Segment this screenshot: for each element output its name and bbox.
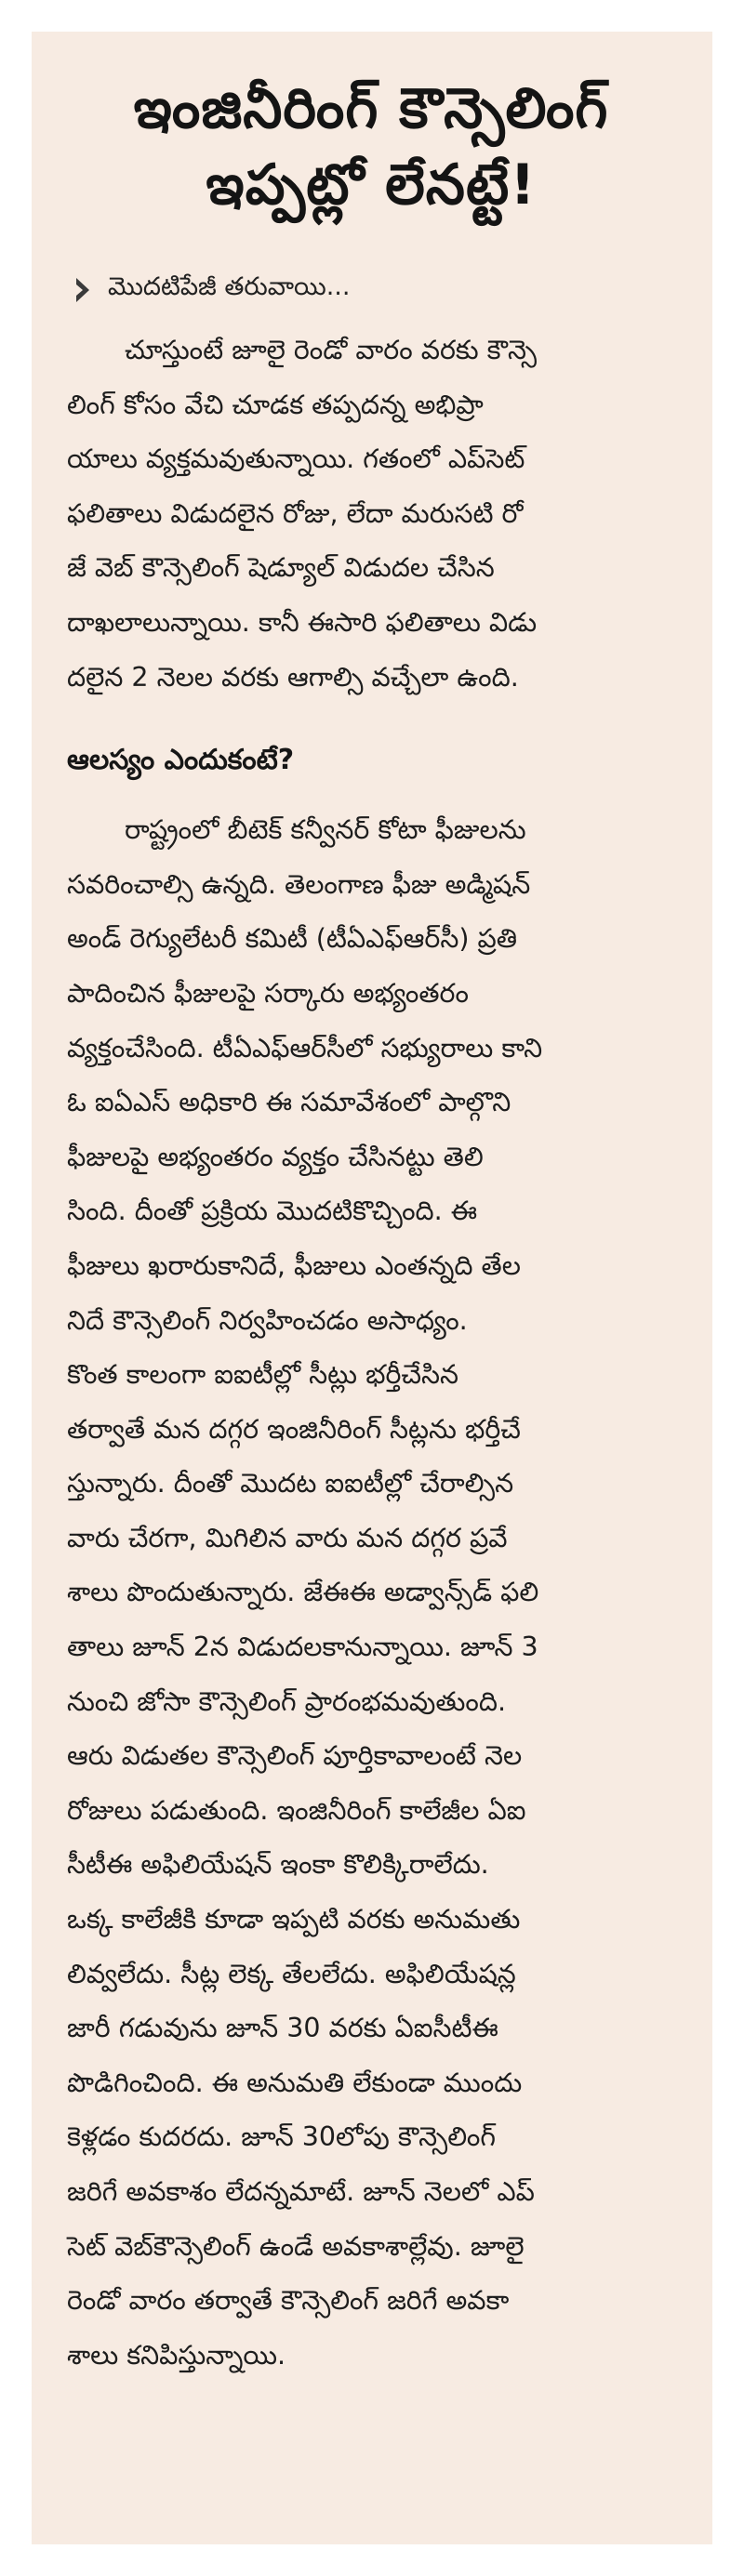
article-line: సెట్ వెబ్‌కౌన్సెలింగ్ ఉండే అవకాశాల్లేవు. జూలై [67,2230,525,2262]
article-line: ఫీజులు ఖరారుకానిదే, ఫీజులు ఎంతన్నది తేల [67,1249,521,1281]
newspaper-clipping [32,32,712,2544]
article-line: సవరించాల్సి ఉన్నది. తెలంగాణ ఫీజు అడ్మిషన్ [67,868,531,900]
article-line: నిదే కౌన్సెలింగ్ నిర్వహించడం అసాధ్యం. [67,1304,468,1336]
article-line: పొడిగించింది. ఈ అనుమతి లేకుండా ముందు [67,2067,523,2098]
article-line: శాలు కనిపిస్తున్నాయి. [67,2339,286,2371]
article-line: సీటీఈ అఫిలియేషన్ ఇంకా కొలిక్కిరాలేదు. [67,1849,489,1881]
article-paragraph-1 [67,324,675,705]
article-line: దలైన 2 నెలల వరకు ఆగాల్సి వచ్చేలా ఉంది. [67,661,519,693]
article-line: ఓ ఐఏఎస్ అధికారి ఈ సమావేశంలో పాల్గొని [67,1087,512,1118]
article-line: ఫీజులపై అభ్యంతరం వ్యక్తం చేసినట్టు తెలి [67,1141,484,1172]
headline-line-2: ఇప్పట్లో లేనట్టే! [206,152,537,218]
article-line: కొంత కాలంగా ఐఐటీల్లో సీట్లు భర్తీచేసిన [67,1359,459,1391]
article-headline [67,59,675,223]
continued-label: మొదటిపేజీ తరువాయి... [108,272,351,301]
article-subheading: ఆలస్యం ఎందుకంటే? [67,744,295,777]
article-line: రాష్ట్రంలో బీటెక్ కన్వీనర్ కోటా ఫీజులను [125,814,526,846]
article-line: రోజులు పడుతుంది. ఇంజినీరింగ్ కాలేజీల ఏఐ [67,1794,526,1826]
article-line: సింది. దీంతో ప్రక్రియ మొదటికొచ్చింది. ఈ [67,1196,478,1227]
article-line: నుంచి జోసా కౌన్సెలింగ్ ప్రారంభమవుతుంది. [67,1685,507,1717]
chevron-right-icon [74,276,91,304]
article-line: జే వెబ్ కౌన్సెలింగ్ షెడ్యూల్ విడుదల చేసిన [67,552,495,584]
article-line: అండ్ రెగ్యులేటరీ కమిటీ (టీఏఎఫ్‌ఆర్‌సీ) ప్రతి [67,923,518,955]
article-line: తర్వాతే మన దగ్గర ఇంజినీరింగ్ సీట్లను భర్తీచే [67,1413,521,1445]
article-paragraph-2 [67,803,675,2383]
article-line: చూస్తుంటే జూలై రెండో వారం వరకు కౌన్సె [125,335,538,365]
article-line: వ్యక్తంచేసింది. టీఏఎఫ్‌ఆర్‌సీలో సభ్యురాలు కాని [67,1032,543,1063]
article-line: వారు చేరగా, మిగిలిన వారు మన దగ్గర ప్రవే [67,1522,508,1553]
headline-line-1: ఇంజినీరింగ్ కౌన్సెలింగ్ [133,76,609,141]
article-line: దాఖలాలున్నాయి. కానీ ఈసారి ఫలితాలు విడు [67,606,538,638]
article-line: స్తున్నారు. దీంతో మొదట ఐఐటీల్లో చేరాల్సిన [67,1468,514,1499]
article-line: లివ్వలేదు. సీట్ల లెక్క తేలలేదు. అఫిలియేషన్ల [67,1958,516,1989]
article-line: శాలు పొందుతున్నారు. జేఈఈ అడ్వాన్స్‌డ్ ఫలి [67,1577,539,1608]
article-line: ఫలితాలు విడుదలైన రోజు, లేదా మరుసటి రో [67,497,524,529]
article-line: పాదించిన ఫీజులపై సర్కారు అభ్యంతరం [67,977,469,1009]
article-line: రెండో వారం తర్వాతే కౌన్సెలింగ్ జరిగే అవకా [67,2285,510,2317]
article-line: ఆరు విడుతల కౌన్సెలింగ్ పూర్తికావాలంటే నెల [67,1740,523,1772]
article-line: జారీ గడువును జూన్ 30 వరకు ఏఐసీటీఈ [67,2013,498,2044]
article-line: యాలు వ్యక్తమవుతున్నాయి. గతంలో ఎప్‌సెట్ [67,443,525,475]
article-line: లింగ్ కోసం వేచి చూడక తప్పదన్న అభిప్రా [67,389,484,420]
article-line: తాలు జూన్ 2న విడుదలకానున్నాయి. జూన్ 3 [67,1631,538,1663]
article-line: కెళ్లడం కుదరదు. జూన్ 30లోపు కౌన్సెలింగ్ [67,2121,496,2153]
article-line: ఒక్క కాలేజీకి కూడా ఇప్పటి వరకు అనుమతు [67,1904,521,1935]
continued-from-front-page [67,270,675,310]
article-line: జరిగే అవకాశం లేదన్నమాటే. జూన్ నెలలో ఎప్ [67,2176,535,2207]
